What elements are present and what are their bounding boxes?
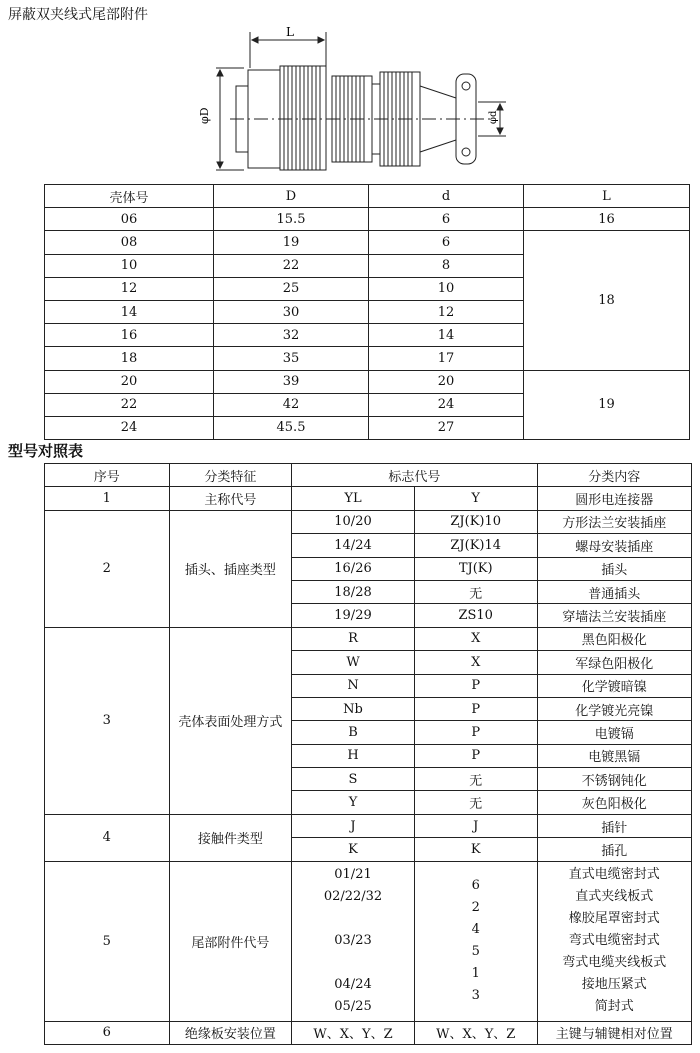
dim-L-arrow-left: [252, 37, 258, 43]
header-code: 标志代号: [292, 464, 537, 487]
screw-bottom: [462, 148, 470, 156]
header-L: L: [524, 185, 690, 208]
table-row: 4 接触件类型 J J 插针: [45, 814, 692, 837]
label-L: L: [286, 25, 294, 39]
header-d: d: [369, 185, 524, 208]
table-row: B P 电镀镉: [45, 721, 692, 744]
table-row: S 无 不锈钢钝化: [45, 768, 692, 791]
table-row: K K 插孔: [45, 838, 692, 861]
table-row: N P 化学镀暗镍: [45, 674, 692, 697]
tail-content-list: 直式电缆密封式 直式夹线板式 橡胶尾罩密封式 弯式电缆密封式 弯式电缆夹线板式 接地压紧式 简封式: [537, 861, 691, 1021]
table-row: 5 尾部附件代号 01/21 02/22/32 03/23 04/24 05/25 6 2 4 5 1 3 直式电缆密封式 直式夹线板式 橡胶尾罩密封式 弯式电缆密封式 弯式电缆夹线板式 接地压紧式 简封式: [45, 861, 692, 1021]
table-row: 6 绝缘板安装位置 W、X、Y、Z W、X、Y、Z 主键与辅键相对位置: [45, 1021, 692, 1044]
header-feature: 分类特征: [169, 464, 292, 487]
table-row: Y 无 灰色阳极化: [45, 791, 692, 814]
table-row: 22 42 24: [45, 393, 690, 416]
table-row: 24 45.5 27: [45, 416, 690, 439]
header-content: 分类内容: [537, 464, 691, 487]
table-row: 19/29 ZS10 穿墙法兰安装插座: [45, 604, 692, 627]
table-row: 1 主称代号 YL Y 圆形电连接器: [45, 487, 692, 510]
L-value: 16: [524, 208, 690, 231]
table-header-row: [45, 464, 692, 487]
tail-code-list-2: 6 2 4 5 1 3: [414, 861, 537, 1021]
model-table: [44, 463, 692, 1045]
connector-drawing: [200, 24, 530, 180]
table-row: 16/26 TJ(K) 插头: [45, 557, 692, 580]
knurl-lines-1: [284, 66, 320, 170]
table-row: 10 22 8: [45, 254, 690, 277]
table-row: 12 25 10: [45, 277, 690, 300]
table-row: 2 插头、插座类型 10/20 ZJ(K)10 方形法兰安装插座: [45, 510, 692, 533]
L-value: 19: [524, 370, 690, 440]
table-row: 3 壳体表面处理方式 R X 黑色阳极化: [45, 627, 692, 650]
tail-code-list-1: 01/21 02/22/32 03/23 04/24 05/25: [292, 861, 415, 1021]
dim-D-arrow-top: [217, 70, 223, 76]
dim-D-arrow-bottom: [217, 162, 223, 168]
header-no: 序号: [45, 464, 170, 487]
coupling-nut: [280, 66, 326, 170]
table-row: 08 19 6 18: [45, 231, 690, 254]
page-title: 屏蔽双夹线式尾部附件: [8, 7, 148, 23]
table-row: W X 军绿色阳极化: [45, 651, 692, 674]
table-row: 18/28 无 普通插头: [45, 580, 692, 603]
section-title: 型号对照表: [8, 442, 84, 460]
dim-d-arrow-bottom: [497, 128, 503, 134]
dimension-table: [44, 184, 690, 440]
table-row: 18 35 17: [45, 347, 690, 370]
L-value: 18: [524, 231, 690, 370]
label-D: φD: [198, 107, 211, 124]
table-header-row: [45, 185, 690, 208]
table-row: 14/24 ZJ(K)14 螺母安装插座: [45, 534, 692, 557]
dim-d-arrow-top: [497, 104, 503, 110]
screw-top: [462, 82, 470, 90]
header-D: D: [214, 185, 369, 208]
dim-L-arrow-right: [318, 37, 324, 43]
table-row: 20 39 20 19: [45, 370, 690, 393]
table-row: 06 15.5 6 16: [45, 208, 690, 231]
label-d: φd: [488, 110, 499, 124]
table-row: H P 电镀黑镉: [45, 744, 692, 767]
header-shell: 壳体号: [45, 185, 214, 208]
table-row: Nb P 化学镀光亮镍: [45, 697, 692, 720]
table-row: 16 32 14: [45, 324, 690, 347]
table-row: 14 30 12: [45, 300, 690, 323]
